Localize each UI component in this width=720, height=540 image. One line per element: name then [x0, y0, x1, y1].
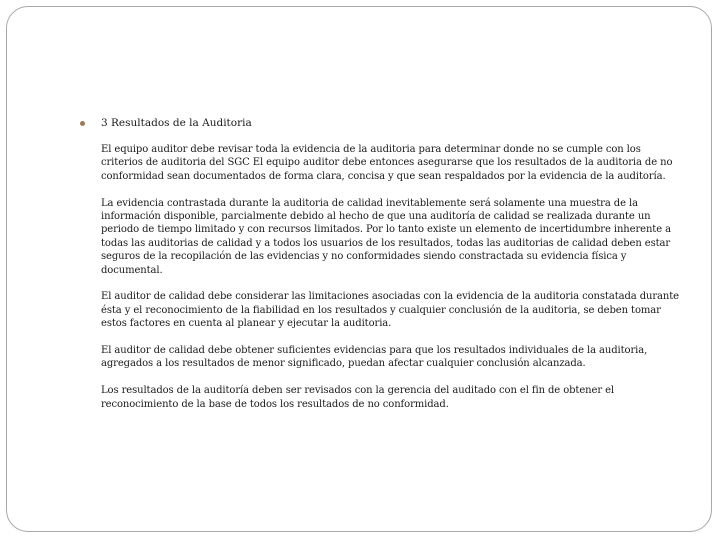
- slide-content: [101, 117, 679, 424]
- slide-heading: 3 Resultados de la Auditoria: [101, 117, 252, 129]
- paragraph-3: El auditor de calidad debe considerar las limitaciones asociadas con la evidencia de la auditoria constatada durante ésta y el reconocimiento de la fiabilidad en los resultados y cualquier conclusión de la auditoria, se deben tomar estos factores en cuenta al planear y ejecutar la auditoria.: [101, 291, 679, 330]
- bullet-item: [101, 117, 679, 130]
- paragraph-2: La evidencia contrastada durante la auditoria de calidad inevitablemente será solamente una muestra de la información disponible, parcialmente debido al hecho de que una auditoría de calidad se realizada durante un periodo de tiempo limitado y con recursos limitados. Por lo tanto existe un elemento de incertidumbre inherente a todas las auditorias de calidad y a todos los usuarios de los resultados, todas las auditorias de calidad deben estar seguros de la recopilación de las evidencias y no conformidades siendo constractada su evidencia física y documental.: [101, 197, 671, 276]
- bullet-dot-icon: [80, 121, 85, 126]
- paragraph-5: Los resultados de la auditoría deben ser revisados con la gerencia del auditado con el fin de obtener el reconocimiento de la base de todos los resultados de no conformidad.: [101, 385, 614, 410]
- paragraph-1: El equipo auditor debe revisar toda la evidencia de la auditoria para determinar donde no se cumple con los criterios de auditoria del SGC El equipo auditor debe entonces asegurarse que los resultados de la auditoria de no conformidad sean documentados de forma clara, concisa y que sean respaldados por la evidencia de la auditoría.: [101, 144, 673, 182]
- paragraph-4: El auditor de calidad debe obtener suficientes evidencias para que los resultados individuales de la auditoria, agregados a los resultados de menor significado, puedan afectar cualquier conclusión alcanzada.: [101, 345, 648, 370]
